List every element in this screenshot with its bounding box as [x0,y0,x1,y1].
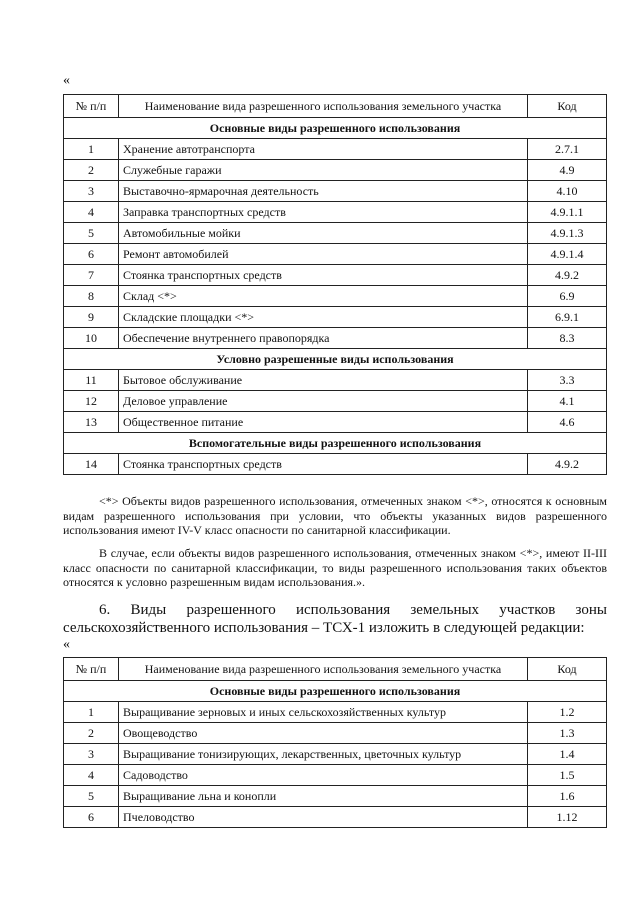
table-row [64,702,607,723]
row-name: Ремонт автомобилей [119,244,528,265]
row-number: 5 [64,223,119,244]
row-code: 1.2 [528,702,607,723]
table-row [64,307,607,328]
row-number: 5 [64,786,119,807]
column-header-name: Наименование вида разрешенного использования земельного участка [119,658,528,681]
row-number: 6 [64,244,119,265]
row-name: Бытовое обслуживание [119,370,528,391]
table-row [64,786,607,807]
row-name: Обеспечение внутреннего правопорядка [119,328,528,349]
row-number: 14 [64,454,119,475]
table-row [64,286,607,307]
row-code: 6.9.1 [528,307,607,328]
opening-quote-mark: « [63,637,70,652]
table-row [64,328,607,349]
table-row [64,139,607,160]
table-row [64,370,607,391]
row-name: Автомобильные мойки [119,223,528,244]
row-code: 4.9.2 [528,265,607,286]
section-row-conditional [64,349,607,370]
row-name: Общественное питание [119,412,528,433]
row-name: Заправка транспортных средств [119,202,528,223]
column-header-number: № п/п [64,658,119,681]
opening-quote-mark: « [63,73,70,88]
section-title: Основные виды разрешенного использования [64,681,607,702]
row-name: Стоянка транспортных средств [119,265,528,286]
row-name: Складские площадки <*> [119,307,528,328]
table-row [64,244,607,265]
row-name: Деловое управление [119,391,528,412]
table-row [64,202,607,223]
section-row-main [64,118,607,139]
row-code: 8.3 [528,328,607,349]
section-title: Условно разрешенные виды использования [64,349,607,370]
table-row [64,412,607,433]
row-code: 4.9.2 [528,454,607,475]
row-number: 2 [64,723,119,744]
row-number: 1 [64,139,119,160]
row-number: 7 [64,265,119,286]
row-name: Овощеводство [119,723,528,744]
row-code: 4.9.1.3 [528,223,607,244]
row-number: 4 [64,765,119,786]
permitted-use-table-2 [63,657,607,828]
row-name: Садоводство [119,765,528,786]
column-header-number: № п/п [64,95,119,118]
table-row [64,454,607,475]
row-code: 1.5 [528,765,607,786]
column-header-code: Код [528,95,607,118]
row-number: 6 [64,807,119,828]
table-row [64,765,607,786]
row-number: 13 [64,412,119,433]
row-code: 3.3 [528,370,607,391]
table-row [64,723,607,744]
row-code: 1.12 [528,807,607,828]
row-code: 2.7.1 [528,139,607,160]
row-name: Хранение автотранспорта [119,139,528,160]
row-code: 4.6 [528,412,607,433]
row-number: 11 [64,370,119,391]
section-title: Вспомогательные виды разрешенного использования [64,433,607,454]
table-header-row [64,95,607,118]
permitted-use-table-1 [63,94,607,475]
row-name: Выращивание зерновых и иных сельскохозяйственных культур [119,702,528,723]
row-code: 4.9.1.4 [528,244,607,265]
table-header-row [64,658,607,681]
row-code: 4.9.1.1 [528,202,607,223]
table-row [64,181,607,202]
table-row [64,160,607,181]
row-name: Выращивание тонизирующих, лекарственных, цветочных культур [119,744,528,765]
row-number: 3 [64,181,119,202]
row-number: 3 [64,744,119,765]
hazard-class-paragraph: В случае, если объекты видов разрешенного использования, отмеченных знаком <*>, имеют II-III класс опасности по санитарной классификации, то виды разрешенного использования таких объектов относятся к условно разрешенным видам использования.». [63,546,607,589]
row-number: 8 [64,286,119,307]
section-row-auxiliary [64,433,607,454]
row-code: 6.9 [528,286,607,307]
row-code: 1.3 [528,723,607,744]
row-code: 4.10 [528,181,607,202]
row-name: Выставочно-ярмарочная деятельность [119,181,528,202]
row-number: 12 [64,391,119,412]
row-code: 4.1 [528,391,607,412]
row-name: Стоянка транспортных средств [119,454,528,475]
row-code: 1.4 [528,744,607,765]
section-row-main [64,681,607,702]
row-number: 4 [64,202,119,223]
row-name: Склад <*> [119,286,528,307]
row-code: 4.9 [528,160,607,181]
row-code: 1.6 [528,786,607,807]
table-row [64,391,607,412]
table-row [64,744,607,765]
row-number: 1 [64,702,119,723]
row-number: 9 [64,307,119,328]
footnote-paragraph: <*> Объекты видов разрешенного использования, отмеченных знаком <*>, относятся к основным видам разрешенного использования при условии, что объекты указанных видов разрешенного использования имеют IV-V класс опасности по санитарной классификации. [63,494,607,537]
row-name: Выращивание льна и конопли [119,786,528,807]
table-row [64,265,607,286]
table-row [64,807,607,828]
table-row [64,223,607,244]
item-6-paragraph: 6. Виды разрешенного использования земельных участков зоны сельскохозяйственного использования – ТСХ-1 изложить в следующей редакции: [63,602,607,636]
row-name: Служебные гаражи [119,160,528,181]
column-header-code: Код [528,658,607,681]
row-number: 2 [64,160,119,181]
row-number: 10 [64,328,119,349]
column-header-name: Наименование вида разрешенного использования земельного участка [119,95,528,118]
section-title: Основные виды разрешенного использования [64,118,607,139]
row-name: Пчеловодство [119,807,528,828]
